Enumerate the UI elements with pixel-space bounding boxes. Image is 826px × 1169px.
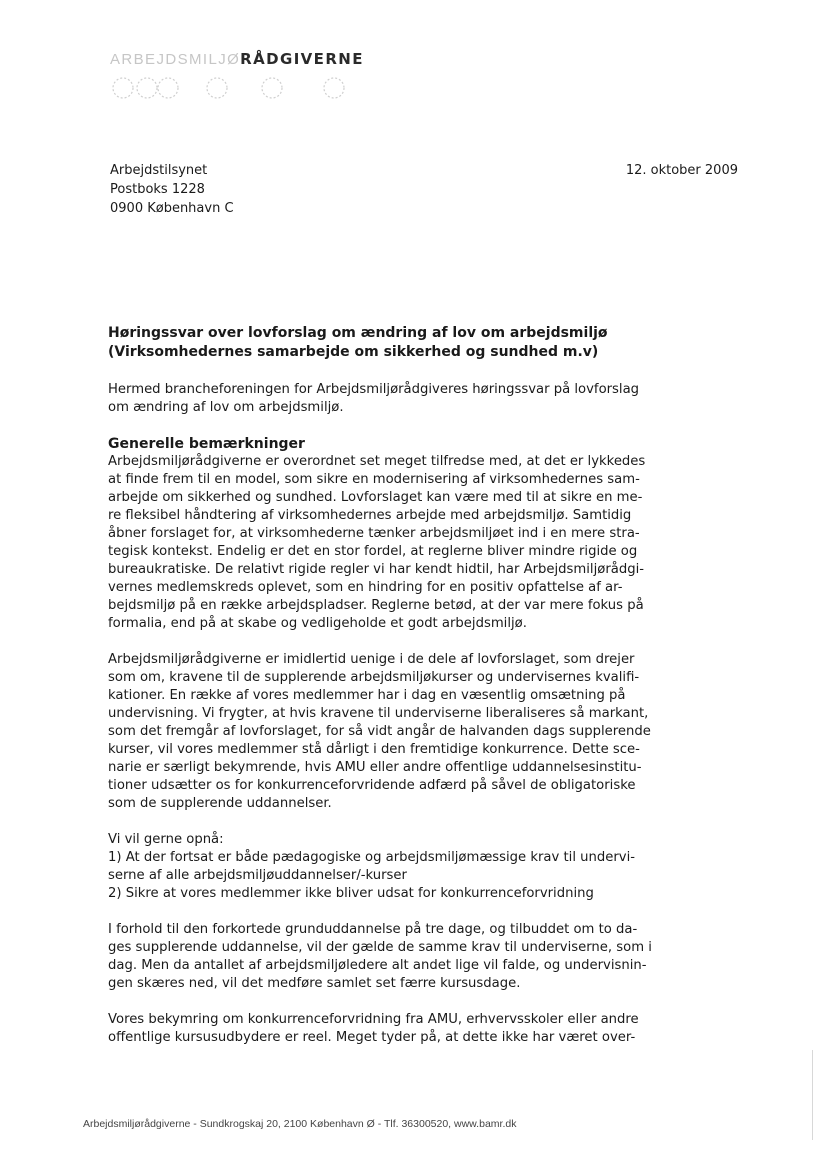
- paragraph-basic-course: [108, 921, 723, 993]
- paragraph-general-remarks: [108, 453, 723, 633]
- headline-line: Høringssvar over lovforslag om ændring af lov om arbejdsmiljø: [108, 325, 608, 341]
- text-line: åbner forslaget for, at virksomhederne tænker arbejdsmiljøet ind i en mere stra-: [108, 526, 640, 541]
- address-line: Postboks 1228: [110, 182, 205, 197]
- scan-edge-line: [812, 1050, 813, 1140]
- text-line: 2) Sikre at vores medlemmer ikke bliver udsat for konkurrenceforvridning: [108, 886, 594, 901]
- paragraph-concern: [108, 1011, 723, 1047]
- text-line: dag. Men da antallet af arbejdsmiljøledere alt andet lige vil falde, og undervisnin-: [108, 958, 647, 973]
- text-line: bureaukratiske. De relativt rigide regler vi har kendt hidtil, har Arbejdsmiljørådgi-: [108, 562, 644, 577]
- paragraph-disagreement: [108, 651, 723, 813]
- text-line: at finde frem til en model, som sikre en modernisering af virksomhedernes sam-: [108, 472, 640, 487]
- recipient-address: [110, 161, 234, 218]
- paragraph-goals: [108, 831, 723, 903]
- text-line: re fleksibel håndtering af virksomhedernes arbejde med arbejdsmiljø. Samtidig: [108, 508, 632, 523]
- logo-text-bold: RÅDGIVERNE: [240, 50, 364, 68]
- text-line: gen skæres ned, vil det medføre samlet set færre kursusdage.: [108, 976, 521, 991]
- text-line: som de supplerende uddannelser.: [108, 796, 332, 811]
- text-line: Vores bekymring om konkurrenceforvridning fra AMU, erhvervsskoler eller andre: [108, 1012, 639, 1027]
- letter-headline: [108, 324, 723, 362]
- text-line: kurser, vil vores medlemmer stå dårligt i den fremtidige konkurrence. Dette sce-: [108, 742, 640, 757]
- text-line: I forhold til den forkortede grunduddannelse på tre dage, og tilbuddet om to da-: [108, 922, 638, 937]
- text-line: formalia, end på at skabe og vedligeholde et godt arbejdsmiljø.: [108, 616, 527, 631]
- logo-text-light: ARBEJDSMILJØ: [110, 51, 241, 68]
- text-line: narie er særligt bekymrende, hvis AMU eller andre offentlige uddannelsesinstitu-: [108, 760, 642, 775]
- text-line: Arbejdsmiljørådgiverne er imidlertid uenige i de dele af lovforslaget, som drejer: [108, 652, 635, 667]
- text-line: offentlige kursusudbydere er reel. Meget tyder på, at dette ikke har været over-: [108, 1030, 636, 1045]
- text-line: som det fremgår af lovforslaget, for så vidt angår de halvanden dags supplerende: [108, 724, 651, 739]
- letterhead-logo: [110, 50, 364, 68]
- text-line: bejdsmiljø på en række arbejdspladser. Reglerne betød, at der var mere fokus på: [108, 598, 644, 613]
- text-line: Arbejdsmiljørådgiverne er overordnet set meget tilfredse med, at det er lykkedes: [108, 454, 646, 469]
- text-line: vernes medlemskreds oplevet, som en hindring for en positiv opfattelse af ar-: [108, 580, 623, 595]
- text-line: serne af alle arbejdsmiljøuddannelser/-kurser: [108, 868, 407, 883]
- logo-wordmark: [110, 50, 364, 68]
- address-line: Arbejdstilsynet: [110, 163, 208, 178]
- section-heading: Generelle bemærkninger: [108, 436, 305, 452]
- letter-date: 12. oktober 2009: [625, 163, 738, 178]
- text-line: om ændring af lov om arbejdsmiljø.: [108, 400, 344, 415]
- text-line: ges supplerende uddannelse, vil der gælde de samme krav til underviserne, som i: [108, 940, 652, 955]
- letter-footer: Arbejdsmiljørådgiverne - Sundkrogskaj 20, 2100 København Ø - Tlf. 36300520, www.bamr.dk: [83, 1118, 517, 1130]
- text-line: tegisk kontekst. Endelig er det en stor fordel, at reglerne bliver mindre rigide og: [108, 544, 638, 559]
- headline-line: (Virksomhedernes samarbejde om sikkerhed og sundhed m.v): [108, 344, 599, 360]
- text-line: kationer. En række af vores medlemmer har i dag en væsentlig omsætning på: [108, 688, 626, 703]
- text-line: Vi vil gerne opnå:: [108, 832, 224, 847]
- text-line: tioner udsætter os for konkurrenceforvridende adfærd på såvel de obligatoriske: [108, 778, 636, 793]
- text-line: arbejde om sikkerhed og sundhed. Lovforslaget kan være med til at sikre en me-: [108, 490, 643, 505]
- intro-paragraph: [108, 381, 723, 417]
- text-line: undervisning. Vi frygter, at hvis kravene til underviserne liberaliseres så markant,: [108, 706, 649, 721]
- letter-body: [108, 324, 723, 1065]
- text-line: som om, kravene til de supplerende arbejdsmiljøkurser og undervisernes kvalifi-: [108, 670, 640, 685]
- address-line: 0900 København C: [110, 201, 234, 216]
- text-line: 1) At der fortsat er både pædagogiske og arbejdsmiljømæssige krav til undervi-: [108, 850, 636, 865]
- text-line: Hermed brancheforeningen for Arbejdsmiljørådgiveres høringssvar på lovforslag: [108, 382, 640, 397]
- logo-circles-icon: [112, 76, 352, 102]
